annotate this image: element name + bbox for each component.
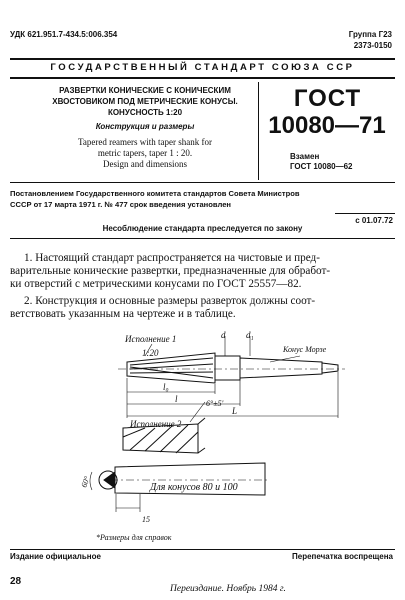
taper-label: 1:20 xyxy=(142,348,159,358)
dim-l: l xyxy=(175,394,178,404)
effective-date: с 01.07.72 xyxy=(355,216,393,225)
top-rule xyxy=(10,58,395,60)
group-code: Группа Г23 xyxy=(348,30,392,39)
title-ru-line: ХВОСТОВИКОМ ПОД МЕТРИЧЕСКИЕ КОНУСЫ. xyxy=(52,97,238,106)
gost-number: 10080—71 xyxy=(268,112,386,139)
title-ru-line: КОНУСНОСТЬ 1:20 xyxy=(107,108,183,117)
angle-label: 60° xyxy=(79,475,92,489)
paragraph-1 xyxy=(10,252,400,291)
decree-line: СССР от 17 марта 1971 г. № 477 срок введения установлен xyxy=(10,200,232,209)
paragraph-line: 2. Конструкция и основные размеры разверток должны соот- xyxy=(24,295,316,307)
official-edition: Издание официальное xyxy=(10,552,101,561)
udk-code: УДК 621.951.7-434.5:006.354 xyxy=(10,30,118,39)
paragraph-2 xyxy=(10,295,400,321)
paragraph-line: ветствовать указанным на чертеже и в таблице. xyxy=(10,308,236,320)
reissue-note: Переиздание. Ноябрь 1984 г. xyxy=(170,584,286,594)
paragraph-line: 1. Настоящий стандарт распространяется на чистовые и пред- xyxy=(24,252,320,264)
decree-text xyxy=(10,188,395,210)
title-ru-line: РАЗВЕРТКИ КОНИЧЕСКИЕ С КОНИЧЕСКИМ xyxy=(59,86,231,95)
dim-d: d xyxy=(221,330,226,340)
banner-rule xyxy=(10,77,395,79)
version-1-label: Исполнение 1 xyxy=(125,334,177,344)
title-en xyxy=(40,137,250,170)
dim-l0: l₀ xyxy=(163,382,169,392)
replaces-label: Взамен xyxy=(290,152,320,161)
paragraph-line: варительные конические развертки, предназначенные для обработ- xyxy=(10,265,331,277)
reamer-drawing xyxy=(0,322,405,547)
prosecution-notice: Несоблюдение стандарта преследуется по закону xyxy=(102,224,303,233)
cones-label: Для конусов 80 и 100 xyxy=(150,482,238,493)
okp-code: 2373-0150 xyxy=(353,41,392,50)
decree-rule xyxy=(10,238,395,239)
footnote: *Размеры для справок xyxy=(96,533,172,542)
title-en-line: Tapered reamers with taper shank for xyxy=(77,137,213,147)
standard-banner: ГОСУДАРСТВЕННЫЙ СТАНДАРТ СОЮЗА ССР xyxy=(50,62,355,73)
title-ru xyxy=(40,85,250,118)
title-bottom-rule xyxy=(10,182,395,183)
morse-label: Конус Морзе xyxy=(283,345,327,354)
title-divider xyxy=(258,82,259,180)
effective-rule xyxy=(335,213,395,214)
title-en-line: Design and dimensions xyxy=(103,159,187,169)
version-2-label: Исполнение 2 xyxy=(130,419,182,429)
helix-angle: 6°±5' xyxy=(206,399,224,408)
dim-15: 15 xyxy=(142,515,150,524)
dim-d1: d₁ xyxy=(246,330,254,340)
gost-label: ГОСТ xyxy=(293,85,362,112)
paragraph-line: ки отверстий с метрическими конусами по ГОСТ 25557—82. xyxy=(10,278,302,290)
decree-line: Постановлением Государственного комитета стандартов Совета Министров xyxy=(10,189,300,198)
footer-rule xyxy=(10,549,395,550)
subtitle-ru: Конструкция и размеры xyxy=(95,122,195,131)
replaces-gost: ГОСТ 10080—62 xyxy=(290,162,353,171)
page-number: 28 xyxy=(10,576,22,587)
title-en-line: metric tapers, taper 1 : 20. xyxy=(97,148,193,158)
dim-L: L xyxy=(232,406,238,416)
reprint-prohibited: Перепечатка воспрещена xyxy=(292,552,393,561)
